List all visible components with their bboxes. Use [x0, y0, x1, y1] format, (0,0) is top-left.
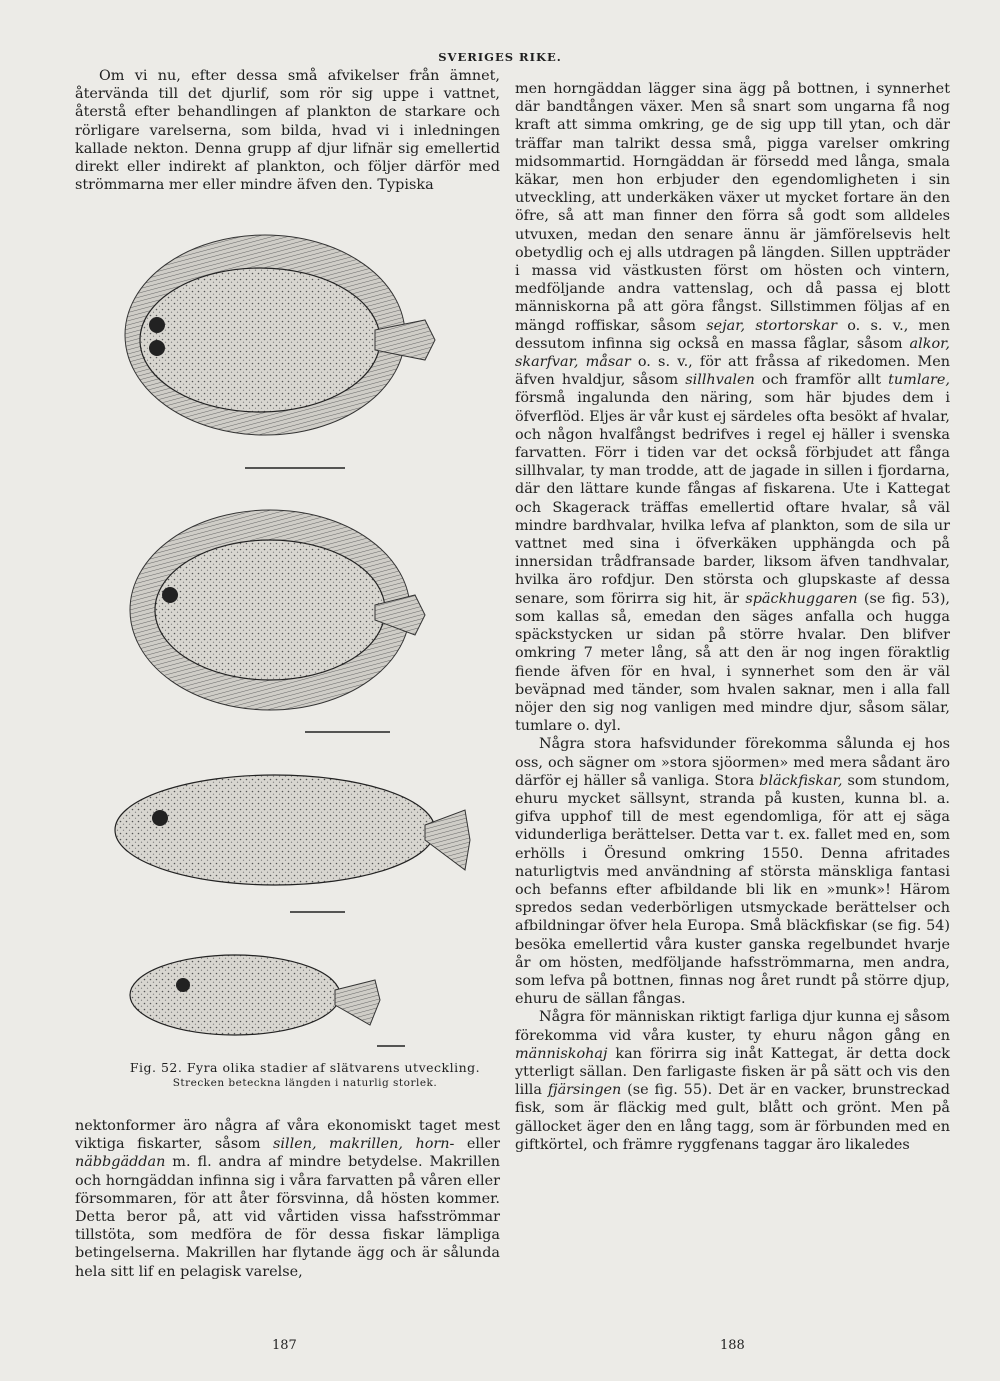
text-run: Några stora hafsvidunder förekomma sålunda ej hos oss, och sägner om »stora sjöormen» med mera sådant äro därför ej häller så vanliga. Stora	[515, 736, 950, 789]
left-column-top	[75, 67, 500, 194]
left-column-bottom	[75, 1117, 500, 1281]
right-paragraph-2	[515, 735, 950, 1008]
text-run: m. fl. andra af mindre betydelse. Makrillen och horngäddan infinna sig i våra farvatten på våren eller försommaren, för att åter försvinna, då hösten kommer. Detta beror på, att vid vårtiden vissa hafsströmmar tillstöta, som medföra de för dessa fiskar lämpliga betingelserna. Makrillen har flytande ägg och är sålunda hela sitt lif en pelagisk varelse,	[75, 1154, 500, 1280]
text-run: och framför allt	[754, 372, 889, 389]
emphasis-run: fjärsingen	[547, 1082, 622, 1099]
flatfish-stage-1	[125, 235, 435, 468]
text-run: (se fig. 53), som kallas så, emedan den säges anfalla och hugga späckstycken ur sidan på större hvalar. Den blifver omkring 7 meter lång, så att den är nog ingen föraktlig fiende äfven för en hval, i synnerhet som den är väl beväpnad med tänder, som hvalen saknar, men i alla fall nöjer den sig nog vanligen med mindre djur, såsom sälar, tumlare o. dyl.	[515, 590, 951, 735]
text-run: försmå ingalunda den näring, som här bjudes dem i öfverflöd. Eljes är vår kust ej särdeles ofta besökt af hvalar, och någon hvalfångst bedrifves i regel ej häller i svenska farvatten. Förr i tiden var det också förbjudet att fånga sillhvalar, ty man trodde, att de jagade in sillen i fjordarna, där den lättare kunde fångas af fiskarena. Ute i Kattegat och Skagerack träffas emellertid oftare hvalar, så väl mindre bardhvalar, hvilka lefva af plankton, som de sila ur vattnet med sina i öfverkäken upphängda och på innersidan trådfransade barder, liksom äfven tandhvalar, hvilka äro rofdjur. Den största och glupskaste af dessa senare, som förirra sig hit, är	[515, 390, 950, 607]
text-run: (se fig. 55). Det är en vacker, brunstreckad fisk, som är fläckig med gult, blått och grönt. Men på gällocket äger den en lång tagg, som är förbunden med en giftkörtel, och främre ryggfenans taggar äro likaledes	[515, 1082, 950, 1153]
text-run: som stundom, ehuru mycket sällsynt, stranda på kusten, kunna bl. a. gifva upphof till de mest egendomliga, för att ej säga vidunderliga berättelser. Detta var t. ex. fallet med en, som erhölls i Öresund omkring 1550. Denna afritades naturligtvis med användning af största mänskliga fantasi och befanns efter afbildande bli lik en »munk»! Härom spredos sedan vederbörligen utsmyckade berättelser och afbildningar öfver hela Europa. Små bläckfiskar (se fig. 54) besöka emellertid våra kuster ganska regelbundet hvarje år om hösten, medföljande hafsströmmarna, men andra, som lefva på bottnen, finnas nog året rundt på större djup, ehuru de sällan fångas.	[515, 772, 950, 1008]
emphasis-run: sejar, stortorskar	[706, 317, 837, 334]
caption-note: Strecken beteckna längden i naturlig storlek.	[172, 1077, 438, 1089]
text-run: kan förirra sig inåt Kattegat, är detta dock ytterligt sällan. Den farligaste fisken är på sätt och vis den lilla	[515, 1045, 950, 1099]
page-number-left: 187	[272, 1338, 297, 1353]
caption-title: Fig. 52. Fyra olika stadier af slätvarens utveckling.	[129, 1060, 481, 1075]
flatfish-illustration	[95, 230, 495, 1060]
nekton-paragraph	[75, 1117, 500, 1281]
text-run: eller	[454, 1136, 500, 1153]
figure-caption	[105, 1060, 505, 1089]
flatfish-stage-4	[130, 955, 405, 1046]
right-column	[515, 80, 950, 1154]
emphasis-run: späckhuggaren	[745, 590, 858, 607]
right-paragraph-3	[515, 1008, 950, 1154]
emphasis-run: näbbgäddan	[75, 1154, 166, 1171]
right-paragraph-1	[515, 80, 950, 735]
intro-paragraph: Om vi nu, efter dessa små afvikelser från ämnet, återvända till det djurlif, som rör sig uppe i vattnet, återstå efter behandlingen af plankton de starkare och rörligare varelserna, som bilda, hvad vi i inledningen kallade nekton. Denna grupp af djur lifnär sig emellertid direkt eller indirekt af plankton, och följer därför med strömmarna mer eller mindre äfven den. Typiska	[75, 68, 500, 194]
running-header: SVERIGES RIKE.	[438, 50, 562, 64]
text-run: nektonformer äro några af våra ekonomiskt taget mest viktiga fiskarter, såsom	[75, 1118, 500, 1153]
flatfish-stage-3	[115, 775, 470, 912]
flatfish-stage-2	[130, 510, 425, 732]
emphasis-run: sillen, makrillen, horn-	[273, 1136, 455, 1153]
emphasis-run: alkor, skarfvar, måsar	[515, 335, 950, 371]
text-run: Några för människan riktigt farliga djur kunna ej såsom förekomma vid våra kuster, ty ehuru någon gång en	[515, 1009, 950, 1044]
page-number-right: 188	[720, 1338, 745, 1353]
text-run: o. s. v., för att fråssa af rikedomen. Men äfven hvaldjur, såsom	[515, 354, 950, 389]
emphasis-run: bläckfiskar,	[759, 772, 843, 789]
emphasis-run: tumlare,	[888, 372, 950, 389]
emphasis-run: människohaj	[515, 1045, 608, 1062]
text-run: o. s. v., men dessutom infinna sig också en massa fåglar, såsom	[515, 317, 950, 352]
text-run: men horngäddan lägger sina ägg på bottnen, i synnerhet där bandtången växer. Men så snart som ungarna få nog kraft att simma omkring, ge de sig upp till ytan, och där träffar man talrikt dessa små, pigga varelser omkring midsommartid. Horngäddan är försedd med långa, smala käkar, men hon erbjuder den egendomligheten i sin utveckling, att underkäken växer ut mycket fortare än den öfre, så att man finner den förra så godt som alldeles utvuxen, medan den senare ännu är jämförelsevis helt obetydlig och ej alls utdragen på längden. Sillen uppträder i massa vid västkusten först om hösten och vintern, medföljande andra vattenslag, och då passa ej blott människorna på att göra fångst. Sillstimmen följas af en mängd roffiskar, såsom	[515, 81, 950, 334]
emphasis-run: sillhvalen	[685, 372, 755, 389]
